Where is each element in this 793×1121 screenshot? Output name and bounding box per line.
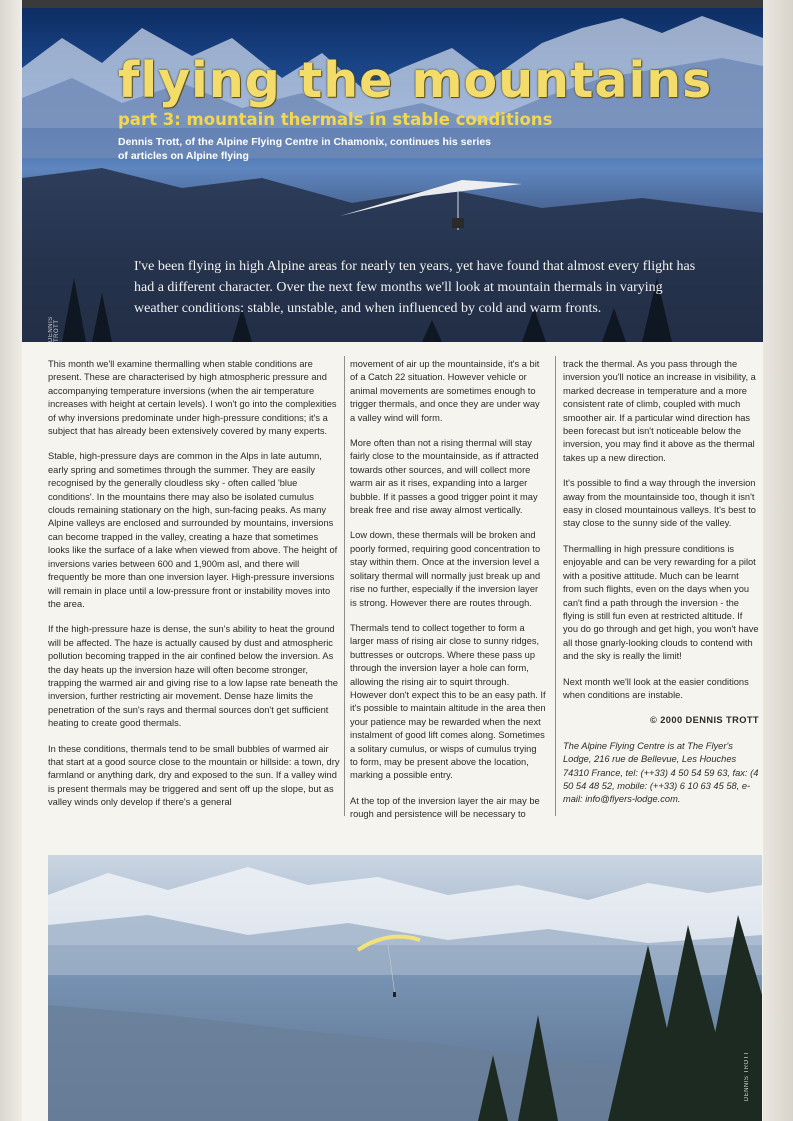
valley-scene: [48, 855, 762, 1121]
intro-paragraph: I've been flying in high Alpine areas for nearly ten years, yet have found that almost every flight has had a different character. Over the next few months we'll look at mountain thermals in varying weather conditions: stable, unstable, and when influenced by cold and warm fronts.: [134, 259, 696, 316]
paragraph: In these conditions, thermals tend to be small bubbles of warmed air that start at a good source close to the mountain or hillside: a town, dry farmland or anything dark, dry and exposed to the sun. If a valley wind is present thermals may be triggered and sent off up the slope, but as valley winds only develop if there's a general: [48, 743, 340, 808]
byline: Dennis Trott, of the Alpine Flying Centre in Chamonix, continues his series of articles on Alpine flying: [118, 136, 491, 162]
paragraph: movement of air up the mountainside, it's a bit of a Catch 22 situation. However vehicle or animal movements are sometimes enough to trigger thermals, and once they are under way a valley wind will form.: [350, 359, 540, 423]
paragraph: More often than not a rising thermal will stay fairly close to the mountainside, as if attracted towards other sources, and will collect more warm air as it rises, expanding into a larger bubble. If it passes a good trigger point it may break free and rise away almost vertically.: [350, 438, 539, 516]
article-column-2: [350, 358, 546, 834]
article-subtitle: part 3: mountain thermals in stable conditions: [118, 110, 553, 129]
paragraph: Stable, high-pressure days are common in the Alps in late autumn, early spring and sometimes through the summer. They are easily recognised by the generally cloudless sky - often called 'blue conditions'. In the mountains there may also be isolated cumulus clouds remaining stationary on the high, sun-facing peaks. As many Alpine valleys are enclosed and surrounded by mountains, inversions can become trapped in the valley, creating a haze that sometimes looks like the surface of a lake when viewed from above. The height of inversions varies between 600 and 1,900m asl, and there will frequently be more than one inversion layer. High-pressure inversions will remain in place until a low-pressure front or instability moves into the area.: [48, 451, 338, 609]
paragraph: Thermals tend to collect together to form a larger mass of rising air close to sunny ridges, buttresses or outcrops. Where these pass up through the inversion layer a hole can form, allowing the rising air to squirt through. However don't expect this to be an easy path. If it's possible to maintain altitude in the area then your patience may be rewarded when the next instalment of good lift comes along. Sometimes a solitary cumulus, or wisps of cumulus trying to form, may be present above the location, marking a possible entry.: [350, 622, 546, 781]
page-edge-left: [0, 0, 22, 1121]
column-divider: [555, 356, 556, 816]
paragraph: Next month we'll look at the easier conditions when conditions are instable.: [563, 676, 749, 700]
bottom-photo: [48, 855, 762, 1121]
paragraph: Low down, these thermals will be broken and poorly formed, requiring good concentration to stay within them. Once at the inversion level a solitary thermal will normally just break up and rise no further, especially if the inversion layer is strong. However there are routes through.: [350, 530, 541, 608]
copyright-notice: © 2000 DENNIS TROTT: [650, 715, 759, 726]
page-edge-top: [0, 0, 793, 8]
page-edge-right: [763, 0, 793, 1121]
header-photo-credit: DENNIS TROTT: [48, 316, 60, 342]
paragraph: At the top of the inversion layer the air may be rough and persistence will be necessary to: [350, 795, 540, 820]
paragraph: If the high-pressure haze is dense, the sun's ability to heat the ground will be affected. The haze is actually caused by dust and atmospheric pollution becoming trapped in the air confined below the inversion. As the day heats up the inversion haze will often become stronger, trapping the warmed air and giving rise to a low lapse rate beneath the inversion, further restricting air movement. Dense haze limits the penetration of the sun's rays and thermal sources don't get sufficient heating to create good thermals.: [48, 624, 338, 729]
article-column-1: [48, 358, 340, 822]
article-title: flying the mountains: [118, 52, 713, 109]
paragraph: track the thermal. As you pass through the inversion you'll notice an increase in visibility, a marked decrease in temperature and a more consistent rate of climb, coupled with much smoother air. If a particular wind direction has been forecast but isn't noticeable below the inversion, you may find it above as the thermal takes up a new direction.: [563, 359, 756, 463]
article-column-3: [563, 358, 759, 819]
paragraph: This month we'll examine thermalling when stable conditions are present. These are characterised by high atmospheric pressure and accompanying temperature inversions (when the air temperature increases with height at certain levels). I won't go into the complexities of why inversions predominate under high-pressure conditions; it's a subject that has already been extensively covered by many experts.: [48, 359, 337, 437]
bottom-photo-credit: DENNIS TROTT: [744, 1050, 750, 1101]
paragraph: It's possible to find a way through the inversion away from the mountainside too, though it isn't easy in closed mountainous valleys. It's best to stay close to the sunny side of the valley.: [563, 478, 756, 529]
paragraph: Thermalling in high pressure conditions is enjoyable and can be very rewarding for a pilot with a positive attitude. Much can be learnt from such flights, even on the days when you can't find a path through the inversion - the flying is still fun even at restricted altitude. If you do go through and get high, you won't have all those gnarly-looking clouds to contend with and the sky is really the limit!: [563, 543, 759, 662]
header-photo: [22, 8, 763, 342]
contact-info: The Alpine Flying Centre is at The Flyer's Lodge, 216 rue de Bellevue, Les Houches 74310 France, tel: (++33) 4 50 54 59 63, fax: (4 50 54 48 52, mobile: (++33) 6 10 63 45 58, e-mail: info@flyers-lodge.com.: [563, 740, 759, 805]
column-divider: [344, 356, 345, 816]
